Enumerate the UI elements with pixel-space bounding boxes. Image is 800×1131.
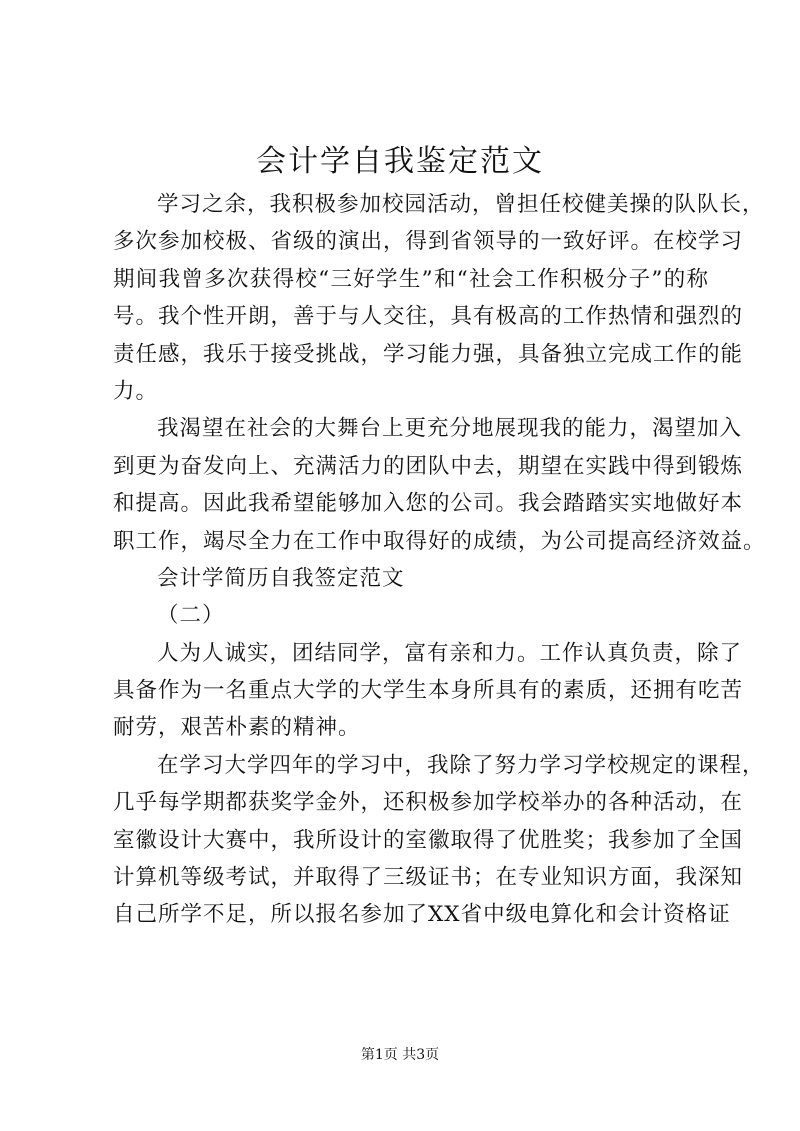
text-line: 计算机等级考试，并取得了三级证书；在专业知识方面，我深知 (113, 865, 744, 891)
document-title: 会计学自我鉴定范文 (256, 144, 544, 179)
document-body (113, 186, 766, 934)
text-line: 学习之余，我积极参加校园活动，曾担任校健美操的队队长， (157, 192, 765, 217)
text-line: 多次参加校极、省级的演出，得到省领导的一致好评。在校学习 (113, 229, 744, 255)
text-line: 自己所学不足，所以报名参加了XX省中级电算化和会计资格证 (113, 902, 731, 928)
page-footer: 第1页 共3页 (360, 1047, 440, 1063)
text-line: 力。 (113, 378, 159, 404)
section-heading: 会计学简历自我签定范文 (157, 565, 405, 591)
text-line: 期间我曾多次获得校“三好学生”和“社会工作积极分子”的称 (113, 266, 709, 292)
text-line: 具备作为一名重点大学的大学生本身所具有的素质，还拥有吃苦 (113, 678, 744, 704)
text-line: 室徽设计大赛中，我所设计的室徽取得了优胜奖；我参加了全国 (113, 827, 744, 853)
text-line: 到更为奋发向上、充满活力的团队中去，期望在实践中得到锻炼 (113, 453, 744, 479)
text-line: 人为人诚实，团结同学，富有亲和力。工作认真负责，除了 (157, 640, 743, 666)
text-line: 我渴望在社会的大舞台上更充分地展现我的能力，渴望加入 (157, 416, 743, 442)
text-line: 和提高。因此我希望能够加入您的公司。我会踏踏实实地做好本 (113, 491, 744, 517)
text-line: 职工作，竭尽全力在工作中取得好的成绩，为公司提高经济效益。 (113, 528, 766, 554)
text-line: 几乎每学期都获奖学金外，还积极参加学校举办的各种活动，在 (113, 790, 744, 816)
text-line: 责任感，我乐于接受挑战，学习能力强，具备独立完成工作的能 (113, 341, 744, 367)
text-line: 号。我个性开朗，善于与人交往，具有极高的工作热情和强烈的 (113, 304, 744, 330)
text-line: 耐劳，艰苦朴素的精神。 (113, 715, 361, 741)
section-number: （二） (157, 603, 225, 629)
text-line: 在学习大学四年的学习中，我除了努力学习学校规定的课程， (157, 752, 765, 778)
